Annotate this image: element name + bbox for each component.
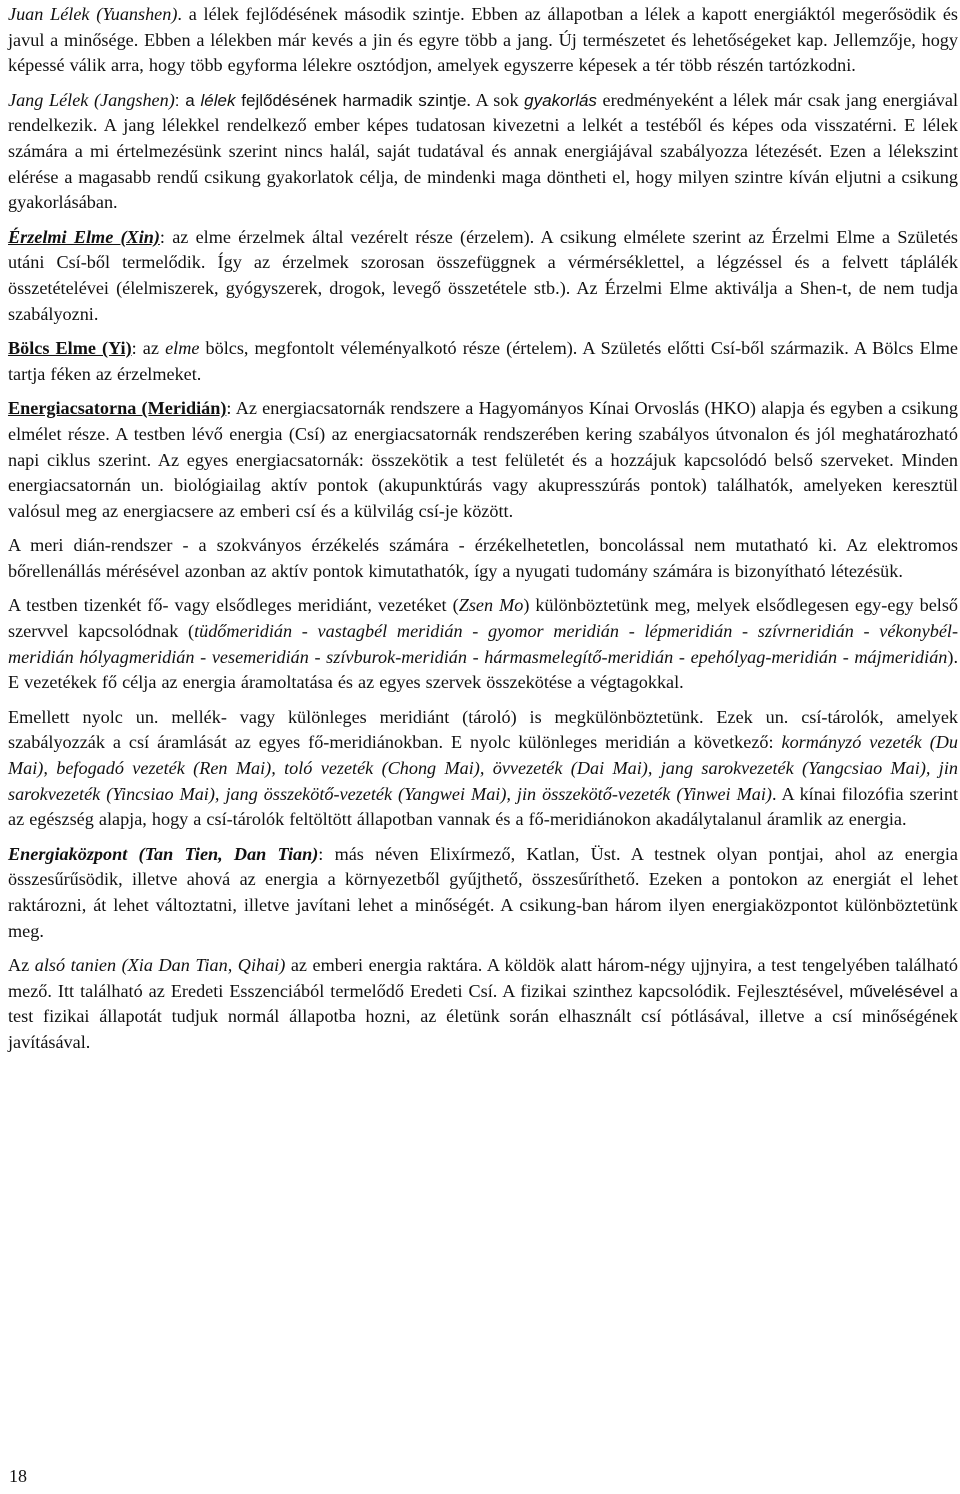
text: Az (8, 955, 35, 976)
text: : Az energiacsatornák rendszere a Hagyományos Kínai Orvoslás (HKO) alapja és egyben a csikung elmélet része. A testben lévő energia (Csí) az energiacsatornák rendszerében kering szabályos útvonalon és jól meghatározható napi ciklus szerint. Az egyes energiacsatornák: összekötik a test felületét és a hozzájuk kapcsolódó belső szerveket. Minden energiacsatornán un. biológiailag aktív pontok (akupunktúrás vagy akupresszúrás pontok) találhatók, amelyeken keresztül valósul meg az energiacsere az emberi csí és a külvilág csí-je között. (8, 398, 958, 521)
term-erzelmi-elme: Érzelmi Elme (Xin) (8, 226, 160, 247)
paragraph-erzelmi-elme (8, 225, 958, 327)
text: eredményeként a lélek már csak jang energiával rendelkezik. A jang lélekkel rendelkező ember képes tudatosan kivezetni a lelkét a testéből és képes oda visszatérni. E lélek számára a mi értelmezésünk szerint nincs halál, saját tudatával és annak energiájával szabályozza létezését. Ezen a lélekszint elérése a magasabb rendű csikung gyakorlatok célja, de mindenki maga döntheti el, hogy milyen szintre kíván eljutni a csikung gyakorlásában. (8, 89, 958, 213)
text: : más néven Elixírmező, Katlan, Üst. A testnek olyan pontjai, ahol az energia összesűrűsödik, illetve ahová az energia a környezetből gyűjthető, összesűríthető. Ezeken a pontokon az energiát el lehet raktározni, át lehet változtatni, illetve javítani lehet a minőségét. A csikung-ban három ilyen energiaközpontot különböztetünk meg. (8, 843, 958, 941)
term-also-tanien: alsó tanien (Xia Dan Tian, Qihai) (34, 955, 286, 976)
text-italic: gyakorlás (524, 90, 597, 110)
document-page (8, 0, 958, 1065)
text-italic: Zsen Mo (458, 595, 524, 616)
term-energiakozpont: Energiaközpont (Tan Tien, Dan Tian) (8, 843, 319, 864)
text: : az (131, 338, 166, 359)
paragraph-kulonleges-meridianok (8, 705, 958, 833)
paragraph-energiakozpont (8, 842, 958, 944)
text-italic: elme (165, 338, 200, 359)
text: A meri dián-rendszer - a szokványos érzékelés számára - érzékelhetetlen, boncolással nem mutatható ki. Az elektromos bőrellenállás mérésével azonban az aktív pontok kimutathatók, így a nyugati tudomány számára is bizonyítható létezésük. (8, 535, 958, 581)
meridian-list: tüdőmeridián - vastagbél meridián - gyomor meridián - lépmeridián - szívrneridián - vékonybél-meridián hólyagmeridián - vesemeridián - szívburok-meridián - hármasmelegítő-meridián - epehólyag-meridián - májmeridián (8, 621, 958, 667)
special-meridian-list: kormányzó vezeték (Du Mai), befogadó vezeték (Ren Mai), toló vezeték (Chong Mai), övvezeték (Dai Mai), jang sarokvezeték (Yangcsiao Mai), jin sarokvezeték (Yincsiao Mai), jang összekötő-vezeték (Yangwei Mai), jin összekötő-vezeték (Yinwei Mai) (8, 732, 958, 804)
text: bölcs, megfontolt véleményalkotó része (értelem). A Születés előtti Csí-ből származik. A Bölcs Elme tartja féken az érzelmeket. (8, 338, 958, 384)
page-number: 18 (9, 1466, 27, 1486)
text-italic: lélek (200, 90, 236, 110)
paragraph-also-tanien (8, 953, 958, 1055)
text: ). E vezetékek fő célja az energia áramoltatása és az egyes szervek összekötése a végtagokkal. (8, 646, 958, 693)
term-bolcs-elme: Bölcs Elme (Yi) (8, 338, 132, 359)
text: : a (174, 90, 201, 110)
text: az emberi energia raktára. A köldök alatt három-négy ujjnyira, a test tengelyében található mező. Itt található az Eredeti Esszenciából termelődő Eredeti Csí. A fizikai szinthez kapcsolódik. Fejlesztésével, (8, 955, 958, 1001)
text: a test fizikai állapotát tudjuk normál állapotba hozni, az életünk során elhasznált csí pótlásával, illetve a csí minőségének javításával. (8, 980, 958, 1052)
text: . A sok (466, 89, 525, 110)
text: ) különböztetünk meg, melyek elsődlegesen egy-egy belső szervvel kapcsolódnak ( (8, 595, 958, 642)
text: Emellett nyolc un. mellék- vagy különleges meridiánt (tároló) is megkülönböztetünk. Ezek un. csí-tárolók, amelyek szabályozzák a csí áramlását az egyes fő-meridiánokban. E nyolc különleges meridián a következő: (8, 706, 958, 753)
paragraph-juan-lelek (8, 2, 958, 79)
text: . a lélek fejlődésének második szintje. Ebben az állapotban a lélek a kapott energiáktól megerősödik és javul a minősége. Ebben a lélekben már kevés a jin és egyre több a jang. Új természetet és lehetőségeket kap. Jellemzője, hogy képessé válik arra, hogy több egyforma lélekre osztódjon, amelyek egyszerre képesek a tér több részén tartózkodni. (8, 4, 958, 76)
text: . A kínai filozófia szerint az egészség alapja, hogy a csí-tárolók feltöltött állapotban vannak és a fő-meridiánokon akadálytalanul áramlik az energia. (8, 783, 959, 830)
paragraph-fo-meridianok (8, 593, 958, 695)
paragraph-bolcs-elme (8, 336, 958, 387)
term-jang-lelek: Jang Lélek (Jangshen) (8, 89, 175, 110)
text: A testben tizenkét fő- vagy elsődleges meridiánt, vezetéket ( (8, 595, 459, 616)
paragraph-jang-lelek (8, 88, 958, 216)
paragraph-energiacsatorna (8, 396, 958, 524)
text: : az elme érzelmek által vezérelt része (érzelem). A csikung elmélete szerint az Érzelmi Elme a Születés utáni Csí-ből termelődik. Így az érzelmek szorosan összefüggnek a vérmérséklettel, a légzéssel és a felvett táplálék összetételévei (élelmiszerek, gyógyszerek, drogok, levegő összetétele stb.). Az Érzelmi Elme aktiválja a Shen-t, de nem tudja szabályozni. (8, 226, 958, 324)
text: művelésével (849, 981, 944, 1001)
term-energiacsatorna: Energiacsatorna (Meridián) (8, 398, 227, 419)
term-juan-lelek: Juan Lélek (Yuanshen) (8, 4, 178, 24)
text: fejlődésének harmadik szintje (235, 90, 467, 110)
paragraph-meridian-rendszer (8, 533, 958, 584)
